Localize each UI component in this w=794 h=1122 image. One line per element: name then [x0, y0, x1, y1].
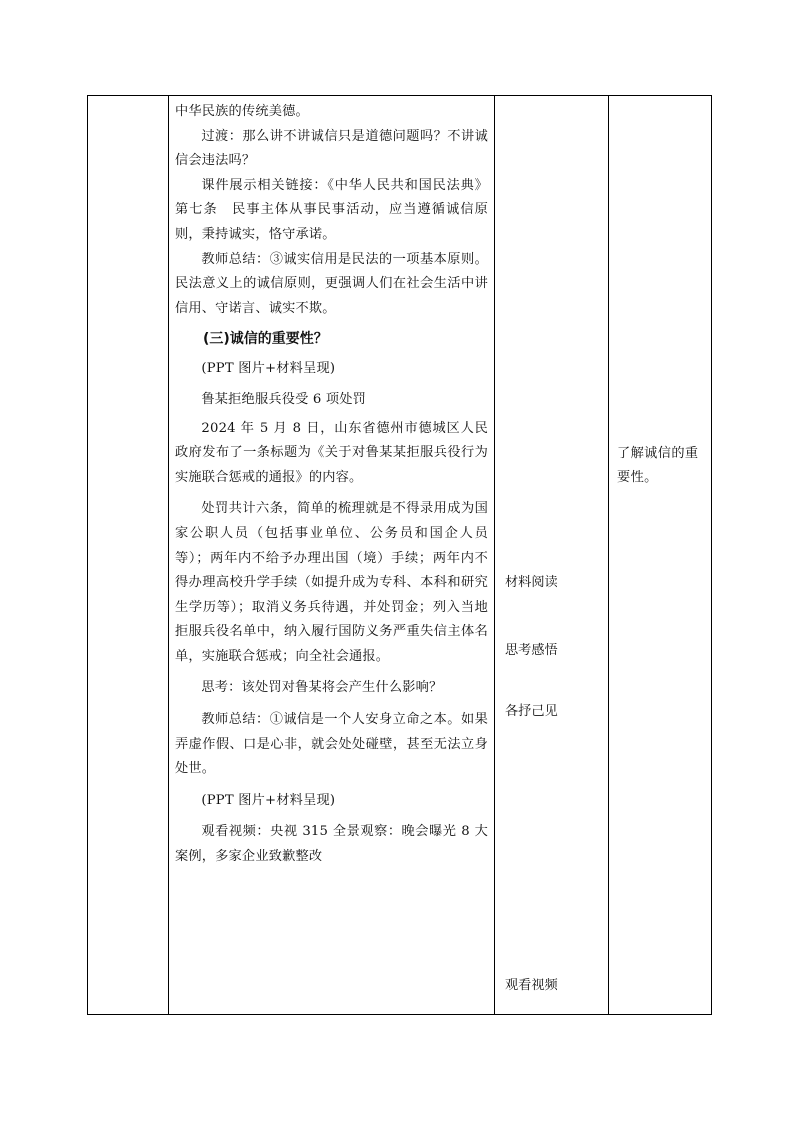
- transition-paragraph: 过渡：那么讲不讲诚信只是道德问题吗？不讲诚信会违法吗？: [175, 128, 488, 169]
- stage-cell: [88, 96, 169, 1015]
- courseware-link-paragraph: 课件展示相关链接：《中华人民共和国民法典》第七条 民事主体从事民事活动，应当遵循诚信原则，秉持诚实，恪守承诺。: [175, 177, 488, 242]
- case-title: 鲁某拒绝服兵役受 6 项处罚: [201, 391, 367, 407]
- teaching-content-cell: [169, 96, 495, 1015]
- design-intent-cell: [609, 96, 712, 1015]
- activity-share: 各抒己见: [505, 704, 558, 719]
- student-activity-cell: [495, 96, 609, 1015]
- think-question: 思考：该处罚对鲁某将会产生什么影响？: [201, 680, 443, 696]
- activity-reflect: 思考感悟: [505, 643, 558, 658]
- design-intent-text: 了解诚信的重要性。: [617, 446, 699, 485]
- teacher-summary-paragraph: 教师总结：③诚实信用是民法的一项基本原则。民法意义上的诚信原则，更强调人们在社会生活中讲信用、守诺言、诚实不欺。: [175, 251, 488, 316]
- video-paragraph: 观看视频：央视 315 全景观察：晚会曝光 8 大案例，多家企业致歉整改: [175, 824, 488, 865]
- teacher-summary-paragraph: 教师总结：①诚信是一个人安身立命之本。如果弄虚作假、口是心非，就会处处碰壁，甚至无法立身处世。: [175, 712, 488, 777]
- ppt-note: (PPT 图片+材料呈现): [201, 792, 336, 808]
- case-paragraph: 2024 年 5 月 8 日，山东省德州市德城区人民政府发布了一条标题为《关于对鲁某某拒服兵役行为实施联合惩戒的通报》的内容。: [175, 420, 488, 485]
- case-penalty-paragraph: 处罚共计六条，简单的梳理就是不得录用成为国家公职人员（包括事业单位、公务员和国企人员等）；两年内不给予办理出国（境）手续；两年内不得办理高校升学手续（如提升成为专科、本科和研究生学历等）；取消义务兵待遇，并处罚金；列入当地拒服兵役名单中，纳入履行国防义务严重失信主体名单，实施联合惩戒；向全社会通报。: [175, 501, 488, 664]
- section-heading: (三)诚信的重要性？: [203, 331, 328, 348]
- activity-reading: 材料阅读: [505, 575, 558, 590]
- table-row: [88, 96, 712, 1015]
- ppt-note: (PPT 图片+材料呈现): [201, 361, 336, 377]
- activity-watch: 观看视频: [505, 978, 558, 993]
- lesson-plan-table: [87, 95, 712, 1015]
- content-paragraph: 中华民族的传统美德。: [175, 104, 309, 119]
